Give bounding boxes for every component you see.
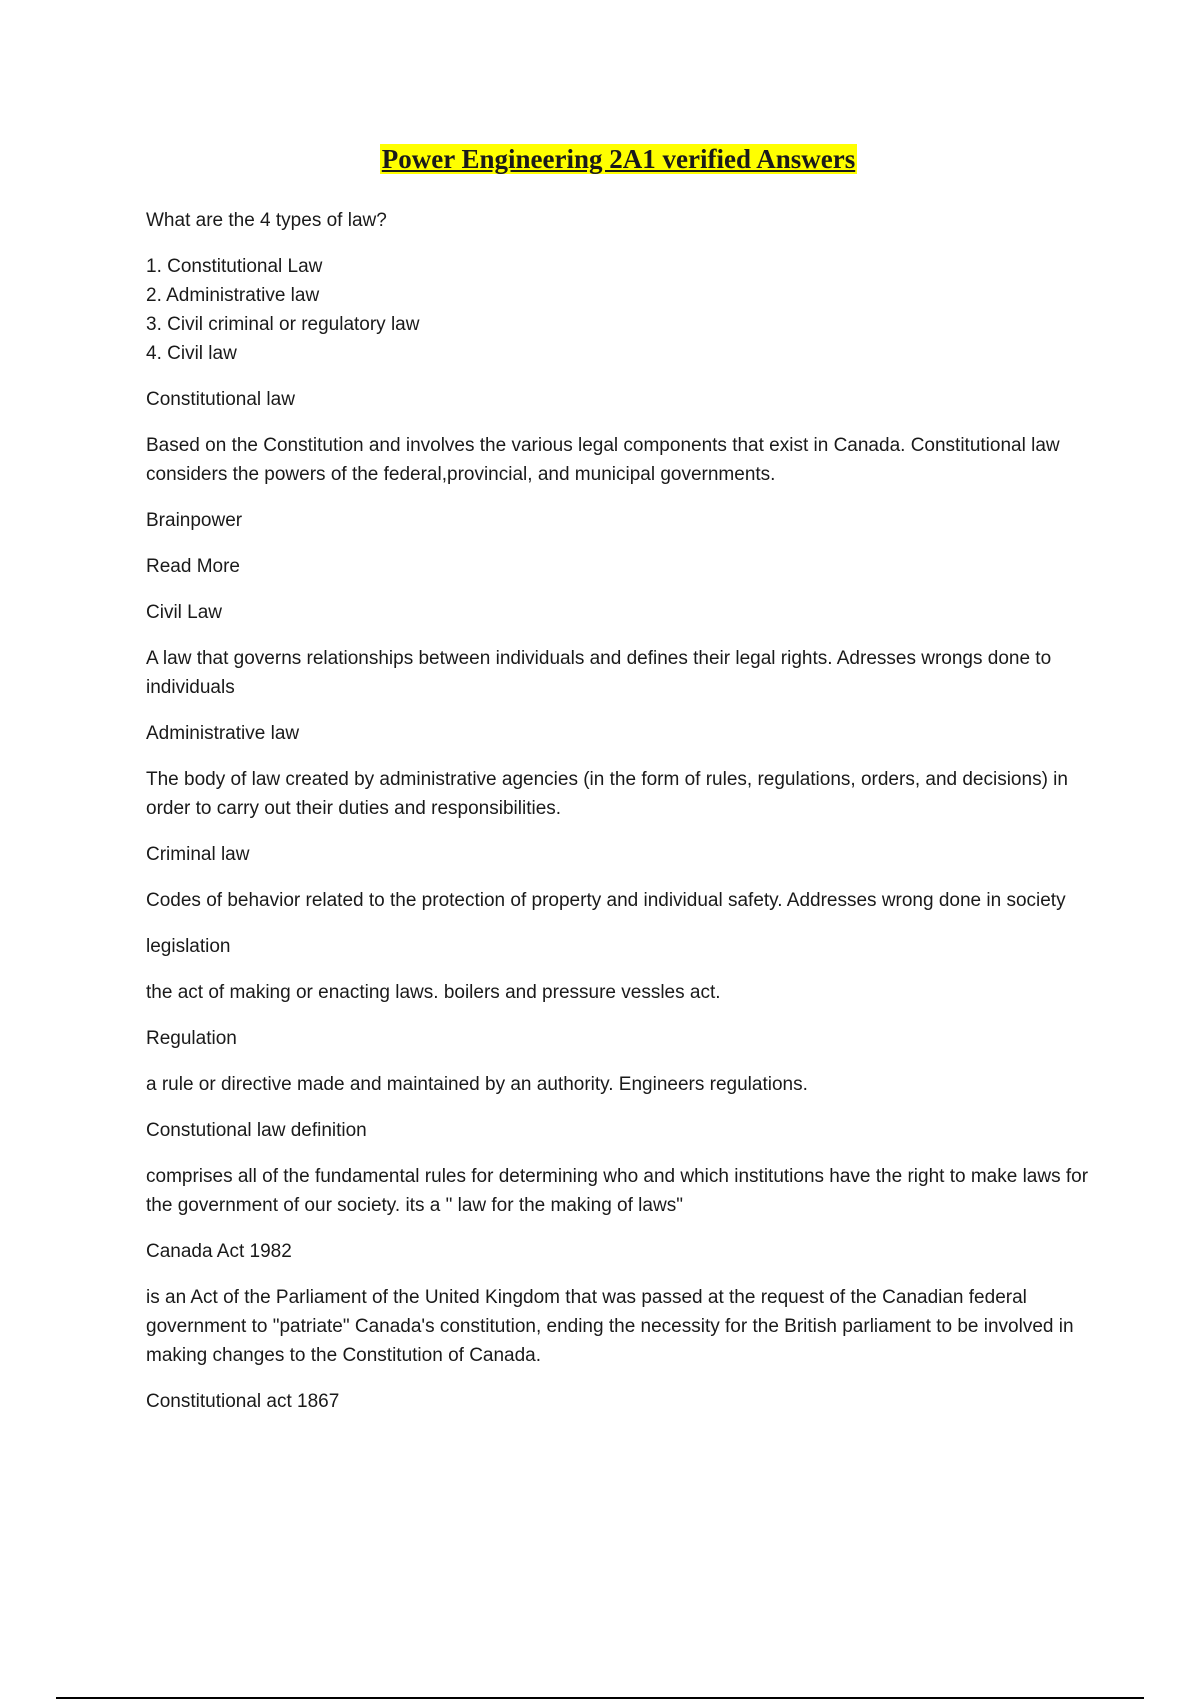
footer-divider: [56, 1697, 1144, 1699]
definition-criminal-law: Codes of behavior related to the protection of property and individual safety. Addresses wrong done in society: [146, 890, 1066, 911]
term-constitutional-law-definition: Constutional law definition: [146, 1120, 367, 1141]
read-more-text: Read More: [146, 556, 240, 577]
definition-legislation: the act of making or enacting laws. boilers and pressure vessles act.: [146, 982, 721, 1003]
intro-question: What are the 4 types of law?: [146, 210, 387, 231]
term-canada-act-1982: Canada Act 1982: [146, 1241, 292, 1262]
term-administrative-law: Administrative law: [146, 723, 300, 744]
law-type-item: 2. Administrative law: [146, 285, 320, 306]
term-criminal-law: Criminal law: [146, 844, 250, 865]
law-type-item: 4. Civil law: [146, 343, 237, 364]
definition-civil-law: A law that governs relationships between individuals and defines their legal rights. Adresses wrongs done to individuals: [146, 648, 1052, 698]
law-types-list: [146, 252, 1096, 368]
definition-canada-act-1982: is an Act of the Parliament of the United Kingdom that was passed at the request of the Canadian federal government to "patriate" Canada's constitution, ending the necessity for the British parliament to be involved in making changes to the Constitution of Canada.: [146, 1287, 1074, 1366]
definition-regulation: a rule or directive made and maintained by an authority. Engineers regulations.: [146, 1074, 808, 1095]
term-constitutional-act-1867: Constitutional act 1867: [146, 1391, 340, 1412]
law-type-item: 3. Civil criminal or regulatory law: [146, 314, 420, 335]
definition-administrative-law: The body of law created by administrative agencies (in the form of rules, regulations, orders, and decisions) in order to carry out their duties and responsibilities.: [146, 769, 1068, 819]
term-brainpower: Brainpower: [146, 510, 243, 531]
definition-constitutional-law: Based on the Constitution and involves the various legal components that exist in Canada. Constitutional law considers the powers of the federal,provincial, and municipal governments.: [146, 435, 1060, 485]
document-title: [0, 142, 1200, 176]
law-type-item: 1. Constitutional Law: [146, 256, 323, 277]
term-legislation: legislation: [146, 936, 231, 957]
term-constitutional-law: Constitutional law: [146, 389, 295, 410]
document-title-text: Power Engineering 2A1 verified Answers: [381, 144, 856, 174]
document-body: [146, 206, 1096, 1433]
term-regulation: Regulation: [146, 1028, 237, 1049]
term-civil-law: Civil Law: [146, 602, 223, 623]
definition-constitutional-law-definition: comprises all of the fundamental rules for determining who and which institutions have the right to make laws for the government of our society. its a " law for the making of laws": [146, 1166, 1089, 1216]
